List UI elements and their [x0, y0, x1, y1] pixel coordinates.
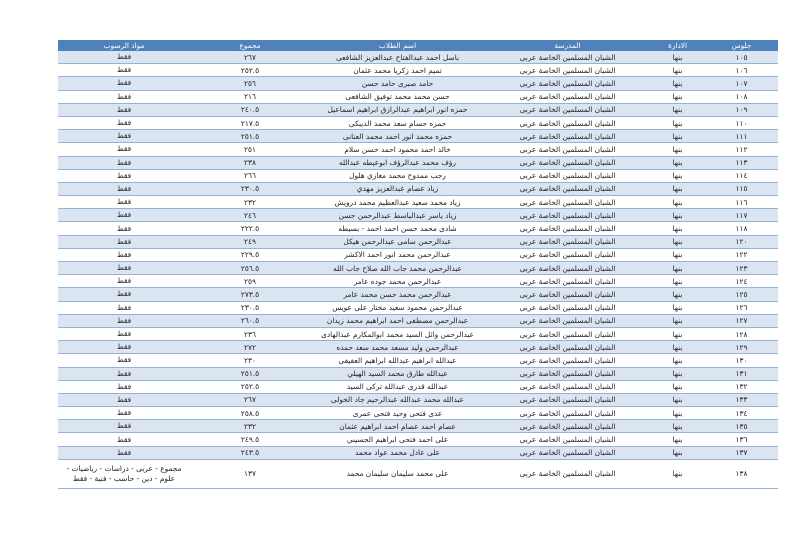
seat-number-cell: ١١٦: [705, 196, 778, 209]
total-cell: ٢٣٠.٥: [190, 301, 310, 314]
failed-subjects-cell: فقط: [58, 380, 190, 393]
administration-cell: بنها: [650, 407, 705, 420]
failed-subjects-cell: فقط: [58, 116, 190, 129]
results-table: [58, 40, 778, 489]
administration-cell: بنها: [650, 64, 705, 77]
school-cell: الشبان المسلمين الخاصة عربى: [485, 459, 650, 488]
administration-cell: بنها: [650, 77, 705, 90]
administration-cell: بنها: [650, 327, 705, 340]
seat-number-cell: ١٣٨: [705, 459, 778, 488]
school-cell: الشبان المسلمين الخاصة عربى: [485, 420, 650, 433]
student-name-cell: حامد صبرى حامد حسن: [310, 77, 485, 90]
header-row: [58, 40, 778, 51]
administration-cell: بنها: [650, 209, 705, 222]
school-cell: الشبان المسلمين الخاصة عربى: [485, 288, 650, 301]
failed-subjects-cell: فقط: [58, 262, 190, 275]
administration-cell: بنها: [650, 222, 705, 235]
failed-subjects-cell: فقط: [58, 341, 190, 354]
seat-number-cell: ١٣٥: [705, 420, 778, 433]
failed-subjects-cell: فقط: [58, 288, 190, 301]
seat-number-cell: ١٠٧: [705, 77, 778, 90]
total-cell: ٢٥٨.٥: [190, 407, 310, 420]
school-cell: الشبان المسلمين الخاصة عربى: [485, 64, 650, 77]
student-name-cell: عصام احمد عصام احمد ابراهيم عثمان: [310, 420, 485, 433]
table-row: [58, 380, 778, 393]
total-cell: ٢٥١.٥: [190, 130, 310, 143]
school-cell: الشبان المسلمين الخاصة عربى: [485, 393, 650, 406]
failed-subjects-cell: فقط: [58, 275, 190, 288]
student-name-cell: خالد احمد محمود احمد حسن سلام: [310, 143, 485, 156]
seat-number-cell: ١٢٢: [705, 248, 778, 261]
failed-subjects-cell: فقط: [58, 314, 190, 327]
table-row: [58, 341, 778, 354]
total-cell: ٢٤٩.٥: [190, 433, 310, 446]
student-name-cell: حمزه محمد انور احمد محمد العنانى: [310, 130, 485, 143]
administration-cell: بنها: [650, 301, 705, 314]
table-row: [58, 235, 778, 248]
table-row: [58, 288, 778, 301]
student-name-cell: عبدالرحمن محمود سعيد مختار على عويس: [310, 301, 485, 314]
seat-number-cell: ١٢٦: [705, 301, 778, 314]
student-name-cell: عبدالرحمن محمد انور احمد الاكشر: [310, 248, 485, 261]
failed-subjects-cell: فقط: [58, 367, 190, 380]
student-name-cell: عبدالله ابراهيم عبدالله ابراهيم العفيفى: [310, 354, 485, 367]
school-cell: الشبان المسلمين الخاصة عربى: [485, 143, 650, 156]
failed-subjects-cell: فقط: [58, 143, 190, 156]
total-cell: ٢١٧.٥: [190, 116, 310, 129]
header-seat: جلوس: [705, 40, 778, 51]
student-name-cell: عبدالرحمن وائل السيد محمد ابوالمكارم عبدالهادى: [310, 327, 485, 340]
table-row: [58, 420, 778, 433]
administration-cell: بنها: [650, 143, 705, 156]
school-cell: الشبان المسلمين الخاصة عربى: [485, 51, 650, 64]
table-row: [58, 209, 778, 222]
table-row: [58, 393, 778, 406]
school-cell: الشبان المسلمين الخاصة عربى: [485, 314, 650, 327]
seat-number-cell: ١١٨: [705, 222, 778, 235]
failed-subjects-cell: فقط: [58, 248, 190, 261]
table-row: [58, 169, 778, 182]
total-cell: ٢٣٢: [190, 196, 310, 209]
administration-cell: بنها: [650, 156, 705, 169]
total-cell: ٢٦٧: [190, 51, 310, 64]
administration-cell: بنها: [650, 420, 705, 433]
total-cell: ٢٢٢.٥: [190, 222, 310, 235]
header-administration: الادارة: [650, 40, 705, 51]
administration-cell: بنها: [650, 433, 705, 446]
table-row: [58, 116, 778, 129]
table-row: [58, 51, 778, 64]
seat-number-cell: ١٣٤: [705, 407, 778, 420]
header-failed-subjects: مواد الرسوب: [58, 40, 190, 51]
total-cell: ٢٧٣.٥: [190, 288, 310, 301]
failed-subjects-cell: فقط: [58, 64, 190, 77]
total-cell: ٢٢٩.٥: [190, 248, 310, 261]
school-cell: الشبان المسلمين الخاصة عربى: [485, 341, 650, 354]
failed-subjects-cell: مجموع - عربى - دراسات - رياضيات - علوم - دين - حاسب - فنية - فقط: [58, 459, 190, 488]
school-cell: الشبان المسلمين الخاصة عربى: [485, 116, 650, 129]
header-total: مجموع: [190, 40, 310, 51]
table-row: [58, 367, 778, 380]
failed-subjects-cell: فقط: [58, 420, 190, 433]
total-cell: ٢٤٩: [190, 235, 310, 248]
total-cell: ٢٥٢.٥: [190, 64, 310, 77]
seat-number-cell: ١٠٩: [705, 103, 778, 116]
school-cell: الشبان المسلمين الخاصة عربى: [485, 248, 650, 261]
seat-number-cell: ١٠٥: [705, 51, 778, 64]
seat-number-cell: ١١٥: [705, 182, 778, 195]
table-row: [58, 90, 778, 103]
administration-cell: بنها: [650, 459, 705, 488]
failed-subjects-cell: فقط: [58, 407, 190, 420]
administration-cell: بنها: [650, 314, 705, 327]
table-row: [58, 222, 778, 235]
student-name-cell: عدى فتحى وحيد فتحى عمرى: [310, 407, 485, 420]
total-cell: ٢٣٢: [190, 420, 310, 433]
failed-subjects-cell: فقط: [58, 327, 190, 340]
administration-cell: بنها: [650, 116, 705, 129]
student-name-cell: باسل احمد عبدالفتاح عبدالعزيز الشافعى: [310, 51, 485, 64]
student-name-cell: عبدالرحمن وليد مسعد محمد سعد حمده: [310, 341, 485, 354]
administration-cell: بنها: [650, 341, 705, 354]
school-cell: الشبان المسلمين الخاصة عربى: [485, 301, 650, 314]
total-cell: ٢٦٦: [190, 169, 310, 182]
total-cell: ٢٥٦: [190, 77, 310, 90]
student-name-cell: حمزه انور ابراهيم عبدالرازق ابراهيم اسماعيل: [310, 103, 485, 116]
seat-number-cell: ١٢٧: [705, 314, 778, 327]
total-cell: ٢٤٣.٥: [190, 446, 310, 459]
failed-subjects-cell: فقط: [58, 446, 190, 459]
administration-cell: بنها: [650, 367, 705, 380]
student-name-cell: شادى محمد حسن احمد احمد - بسيطه: [310, 222, 485, 235]
seat-number-cell: ١٢٩: [705, 341, 778, 354]
failed-subjects-cell: فقط: [58, 196, 190, 209]
school-cell: الشبان المسلمين الخاصة عربى: [485, 77, 650, 90]
seat-number-cell: ١٢٣: [705, 262, 778, 275]
total-cell: ٢٣٠.٥: [190, 182, 310, 195]
school-cell: الشبان المسلمين الخاصة عربى: [485, 196, 650, 209]
student-name-cell: رؤف محمد عبدالرؤف ابوعيطه عبدالله: [310, 156, 485, 169]
administration-cell: بنها: [650, 169, 705, 182]
administration-cell: بنها: [650, 103, 705, 116]
student-name-cell: حسن محمد محمد توفيق الشافعى: [310, 90, 485, 103]
school-cell: الشبان المسلمين الخاصة عربى: [485, 182, 650, 195]
failed-subjects-cell: فقط: [58, 169, 190, 182]
table-row: [58, 64, 778, 77]
failed-subjects-cell: فقط: [58, 235, 190, 248]
student-name-cell: على عادل محمد عواد محمد: [310, 446, 485, 459]
total-cell: ٢٧٢: [190, 341, 310, 354]
school-cell: الشبان المسلمين الخاصة عربى: [485, 367, 650, 380]
student-name-cell: عبدالرحمن مصطفى احمد ابراهيم محمد زيدان: [310, 314, 485, 327]
table-row: [58, 314, 778, 327]
school-cell: الشبان المسلمين الخاصة عربى: [485, 275, 650, 288]
seat-number-cell: ١٣٦: [705, 433, 778, 446]
seat-number-cell: ١٣٠: [705, 354, 778, 367]
total-cell: ٢٦٠.٥: [190, 314, 310, 327]
table-row: [58, 459, 778, 488]
total-cell: ٢٥٢.٥: [190, 380, 310, 393]
administration-cell: بنها: [650, 275, 705, 288]
seat-number-cell: ١٣٧: [705, 446, 778, 459]
table-row: [58, 301, 778, 314]
student-name-cell: عبدالله قدرى عبدالله تركى السيد: [310, 380, 485, 393]
administration-cell: بنها: [650, 354, 705, 367]
table-row: [58, 248, 778, 261]
student-name-cell: عبدالله طارق محمد السيد الهيلي: [310, 367, 485, 380]
seat-number-cell: ١٢٨: [705, 327, 778, 340]
failed-subjects-cell: فقط: [58, 77, 190, 90]
administration-cell: بنها: [650, 248, 705, 261]
school-cell: الشبان المسلمين الخاصة عربى: [485, 169, 650, 182]
school-cell: الشبان المسلمين الخاصة عربى: [485, 90, 650, 103]
total-cell: ٢٤٦: [190, 209, 310, 222]
seat-number-cell: ١١٧: [705, 209, 778, 222]
student-name-cell: عبدالرحمن محمد حسن محمد عامر: [310, 288, 485, 301]
total-cell: ٢٥٩: [190, 275, 310, 288]
total-cell: ٢٤٠.٥: [190, 103, 310, 116]
failed-subjects-cell: فقط: [58, 354, 190, 367]
school-cell: الشبان المسلمين الخاصة عربى: [485, 380, 650, 393]
total-cell: ٢٦٧: [190, 393, 310, 406]
failed-subjects-cell: فقط: [58, 130, 190, 143]
administration-cell: بنها: [650, 393, 705, 406]
school-cell: الشبان المسلمين الخاصة عربى: [485, 262, 650, 275]
table-row: [58, 446, 778, 459]
header-school: المدرسة: [485, 40, 650, 51]
table-row: [58, 354, 778, 367]
seat-number-cell: ١٠٨: [705, 90, 778, 103]
student-name-cell: زياد محمد سعيد عبدالعظيم محمد درويش: [310, 196, 485, 209]
failed-subjects-cell: فقط: [58, 51, 190, 64]
failed-subjects-cell: فقط: [58, 393, 190, 406]
seat-number-cell: ١٣٢: [705, 380, 778, 393]
student-name-cell: زياد عصام عبدالعزيز مهدي: [310, 182, 485, 195]
school-cell: الشبان المسلمين الخاصة عربى: [485, 130, 650, 143]
failed-subjects-cell: فقط: [58, 182, 190, 195]
total-cell: ٢٥١.٥: [190, 367, 310, 380]
table-row: [58, 327, 778, 340]
total-cell: ١٣٧: [190, 459, 310, 488]
seat-number-cell: ١١٤: [705, 169, 778, 182]
administration-cell: بنها: [650, 51, 705, 64]
table-row: [58, 156, 778, 169]
total-cell: ٢٥٦.٥: [190, 262, 310, 275]
seat-number-cell: ١٢٤: [705, 275, 778, 288]
student-name-cell: على احمد فتحى ابراهيم الحسيني: [310, 433, 485, 446]
failed-subjects-cell: فقط: [58, 222, 190, 235]
school-cell: الشبان المسلمين الخاصة عربى: [485, 446, 650, 459]
student-name-cell: عبدالله محمد عبدالله عبدالرحيم جاد الخولى: [310, 393, 485, 406]
student-name-cell: على محمد سليمان سليمان محمد: [310, 459, 485, 488]
table-row: [58, 196, 778, 209]
table-row: [58, 182, 778, 195]
table-row: [58, 103, 778, 116]
seat-number-cell: ١١٠: [705, 116, 778, 129]
seat-number-cell: ١٣٣: [705, 393, 778, 406]
student-name-cell: رجب ممدوح محمد مغازي هلول: [310, 169, 485, 182]
student-name-cell: عبدالرحمن محمد جوده عامر: [310, 275, 485, 288]
table-row: [58, 433, 778, 446]
administration-cell: بنها: [650, 288, 705, 301]
table-row: [58, 262, 778, 275]
seat-number-cell: ١٢٥: [705, 288, 778, 301]
total-cell: ٢٣٠: [190, 354, 310, 367]
administration-cell: بنها: [650, 446, 705, 459]
school-cell: الشبان المسلمين الخاصة عربى: [485, 156, 650, 169]
student-name-cell: عبدالرحمن سامى عبدالرحمن هيكل: [310, 235, 485, 248]
table-row: [58, 407, 778, 420]
school-cell: الشبان المسلمين الخاصة عربى: [485, 209, 650, 222]
failed-subjects-cell: فقط: [58, 90, 190, 103]
failed-subjects-cell: فقط: [58, 301, 190, 314]
administration-cell: بنها: [650, 90, 705, 103]
administration-cell: بنها: [650, 196, 705, 209]
seat-number-cell: ١١١: [705, 130, 778, 143]
failed-subjects-cell: فقط: [58, 433, 190, 446]
administration-cell: بنها: [650, 262, 705, 275]
seat-number-cell: ١١٣: [705, 156, 778, 169]
total-cell: ٢٣٨: [190, 156, 310, 169]
school-cell: الشبان المسلمين الخاصة عربى: [485, 407, 650, 420]
total-cell: ٢١٦: [190, 90, 310, 103]
student-name-cell: تميم احمد زكريا محمد عثمان: [310, 64, 485, 77]
table-row: [58, 77, 778, 90]
student-name-cell: عبدالرحمن محمد جاب الله صلاح جاب الله: [310, 262, 485, 275]
table-row: [58, 130, 778, 143]
student-name-cell: حمزه حسام سعد محمد الديبكى: [310, 116, 485, 129]
student-name-cell: زياد ياسر عبدالباسط عبدالرحمن حسن: [310, 209, 485, 222]
seat-number-cell: ١٣١: [705, 367, 778, 380]
administration-cell: بنها: [650, 380, 705, 393]
total-cell: ٢٣٦: [190, 327, 310, 340]
administration-cell: بنها: [650, 130, 705, 143]
failed-subjects-cell: فقط: [58, 103, 190, 116]
header-student-name: اسم الطلاب: [310, 40, 485, 51]
administration-cell: بنها: [650, 235, 705, 248]
seat-number-cell: ١٠٦: [705, 64, 778, 77]
school-cell: الشبان المسلمين الخاصة عربى: [485, 354, 650, 367]
total-cell: ٢٥١: [190, 143, 310, 156]
seat-number-cell: ١١٢: [705, 143, 778, 156]
school-cell: الشبان المسلمين الخاصة عربى: [485, 433, 650, 446]
school-cell: الشبان المسلمين الخاصة عربى: [485, 235, 650, 248]
school-cell: الشبان المسلمين الخاصة عربى: [485, 222, 650, 235]
table-row: [58, 143, 778, 156]
failed-subjects-cell: فقط: [58, 156, 190, 169]
administration-cell: بنها: [650, 182, 705, 195]
seat-number-cell: ١٢٠: [705, 235, 778, 248]
table-row: [58, 275, 778, 288]
school-cell: الشبان المسلمين الخاصة عربى: [485, 103, 650, 116]
failed-subjects-cell: فقط: [58, 209, 190, 222]
school-cell: الشبان المسلمين الخاصة عربى: [485, 327, 650, 340]
